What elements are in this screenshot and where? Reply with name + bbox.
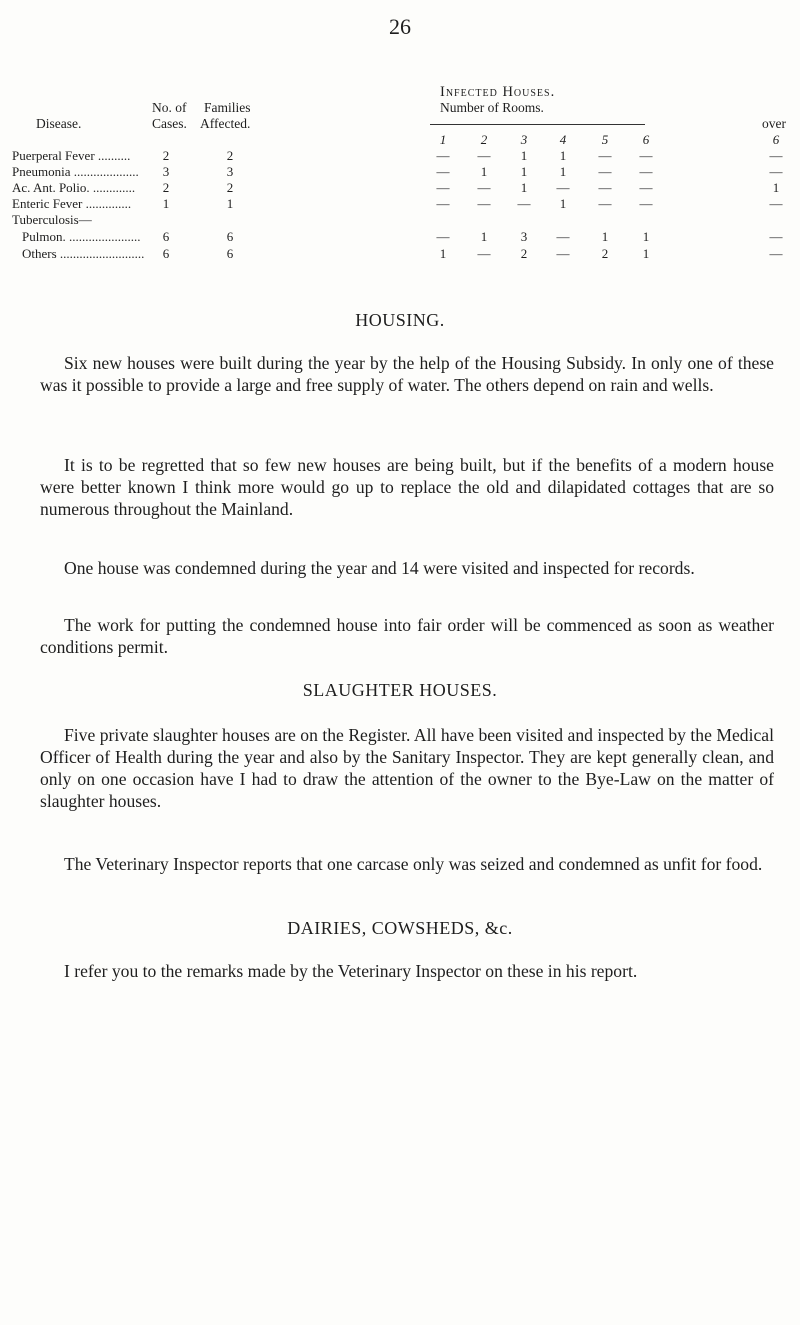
- row-room-6: 1: [642, 229, 650, 244]
- row-room-4: 1: [559, 148, 567, 163]
- header-disease: Disease.: [36, 116, 82, 131]
- row-families: 6: [226, 246, 234, 261]
- row-disease: Pulmon. ......................: [22, 229, 141, 244]
- table-row-label: [0, 212, 800, 228]
- table-row: [0, 164, 800, 180]
- header-families-line1: Families: [204, 100, 251, 115]
- row-disease: Puerperal Fever ..........: [12, 148, 131, 163]
- row-room-2: 1: [480, 229, 488, 244]
- room-col-over6: 6: [772, 132, 780, 147]
- row-disease-category: Tuberculosis—: [12, 212, 92, 227]
- room-col-6: 6: [642, 132, 650, 147]
- row-room-over6: —: [769, 229, 783, 244]
- row-room-6: —: [639, 148, 653, 163]
- row-disease: Ac. Ant. Polio. .............: [12, 180, 136, 195]
- row-room-over6: 1: [772, 180, 780, 195]
- header-infected-houses: Infected Houses.: [440, 84, 556, 100]
- room-col-1: 1: [439, 132, 447, 147]
- slaughter-paragraph-2: The Veterinary Inspector reports that one carcase only was seized and condemned as unfit for food.: [64, 854, 763, 874]
- table-row: [0, 148, 800, 164]
- row-room-1: 1: [439, 246, 447, 261]
- housing-paragraph-4: The work for putting the condemned house into fair order will be commenced as soon as weather conditions permit.: [40, 615, 774, 657]
- housing-paragraph-3: One house was condemned during the year and 14 were visited and inspected for records.: [64, 558, 695, 578]
- row-room-1: —: [436, 229, 450, 244]
- row-cases: 6: [162, 229, 170, 244]
- row-room-2: —: [477, 148, 491, 163]
- row-cases: 1: [162, 196, 170, 211]
- row-room-6: —: [639, 164, 653, 179]
- slaughter-heading: SLAUGHTER HOUSES.: [302, 680, 498, 700]
- row-room-1: —: [436, 196, 450, 211]
- row-room-6: 1: [642, 246, 650, 261]
- table-row: [0, 246, 800, 262]
- row-room-5: 2: [601, 246, 609, 261]
- row-room-2: —: [477, 180, 491, 195]
- table-row: [0, 196, 800, 212]
- room-col-4: 4: [559, 132, 567, 147]
- row-families: 1: [226, 196, 234, 211]
- row-disease: Others ..........................: [22, 246, 145, 261]
- row-room-over6: —: [769, 148, 783, 163]
- row-disease: Enteric Fever ..............: [12, 196, 132, 211]
- room-col-3: 3: [520, 132, 528, 147]
- room-col-5: 5: [601, 132, 609, 147]
- row-families: 3: [226, 164, 234, 179]
- row-families: 2: [226, 180, 234, 195]
- row-room-5: —: [598, 180, 612, 195]
- row-room-3: 1: [520, 164, 528, 179]
- row-room-4: —: [556, 229, 570, 244]
- row-families: 6: [226, 229, 234, 244]
- row-room-3: —: [517, 196, 531, 211]
- housing-heading: HOUSING.: [355, 310, 445, 330]
- header-room-columns: [0, 132, 800, 148]
- housing-paragraph-1: Six new houses were built during the year by the help of the Housing Subsidy. In only one of these was it possible to provide a large and free supply of water. The others depend on rain and wells.: [40, 353, 774, 395]
- housing-paragraph-2: It is to be regretted that so few new houses are being built, but if the benefits of a modern house were better known I think more would go up to replace the old and dilapidated cottages that are so numerous throughout the Mainland.: [40, 455, 774, 519]
- row-cases: 2: [162, 148, 170, 163]
- row-room-4: —: [556, 246, 570, 261]
- table-row: [0, 180, 800, 196]
- row-room-4: —: [556, 180, 570, 195]
- row-room-3: 3: [520, 229, 528, 244]
- row-room-4: 1: [559, 196, 567, 211]
- row-room-5: 1: [601, 229, 609, 244]
- row-room-2: —: [477, 196, 491, 211]
- row-room-over6: —: [769, 196, 783, 211]
- row-room-6: —: [639, 196, 653, 211]
- header-over: over: [762, 116, 786, 131]
- row-room-6: —: [639, 180, 653, 195]
- header-brace-rule: [430, 124, 645, 125]
- row-disease: Pneumonia ....................: [12, 164, 139, 179]
- header-number-of-rooms: Number of Rooms.: [440, 100, 544, 115]
- row-room-5: —: [598, 148, 612, 163]
- room-col-2: 2: [480, 132, 488, 147]
- slaughter-paragraph-1: Five private slaughter houses are on the Register. All have been visited and inspected by the Medical Officer of Health during the year and also by the Sanitary Inspector. They are kept generally clean, and only on one occasion have I had to draw the attention of the owner to the Bye-Law on the matter of slaughter houses.: [40, 725, 774, 811]
- row-room-5: —: [598, 164, 612, 179]
- row-room-3: 1: [520, 180, 528, 195]
- table-row: [0, 229, 800, 245]
- row-room-5: —: [598, 196, 612, 211]
- page-number: 26: [389, 14, 411, 39]
- row-room-1: —: [436, 180, 450, 195]
- row-room-over6: —: [769, 246, 783, 261]
- row-room-3: 2: [520, 246, 528, 261]
- header-cases-line1: No. of: [152, 100, 187, 115]
- header-cases-line2: Cases.: [152, 116, 187, 131]
- row-room-3: 1: [520, 148, 528, 163]
- row-room-4: 1: [559, 164, 567, 179]
- row-room-over6: —: [769, 164, 783, 179]
- row-room-1: —: [436, 164, 450, 179]
- row-families: 2: [226, 148, 234, 163]
- row-room-1: —: [436, 148, 450, 163]
- row-cases: 6: [162, 246, 170, 261]
- dairies-heading: DAIRIES, COWSHEDS, &c.: [287, 918, 513, 938]
- row-room-2: —: [477, 246, 491, 261]
- dairies-paragraph-1: I refer you to the remarks made by the Veterinary Inspector on these in his report.: [64, 961, 638, 981]
- header-families-line2: Affected.: [200, 116, 251, 131]
- row-room-2: 1: [480, 164, 488, 179]
- row-cases: 2: [162, 180, 170, 195]
- row-cases: 3: [162, 164, 170, 179]
